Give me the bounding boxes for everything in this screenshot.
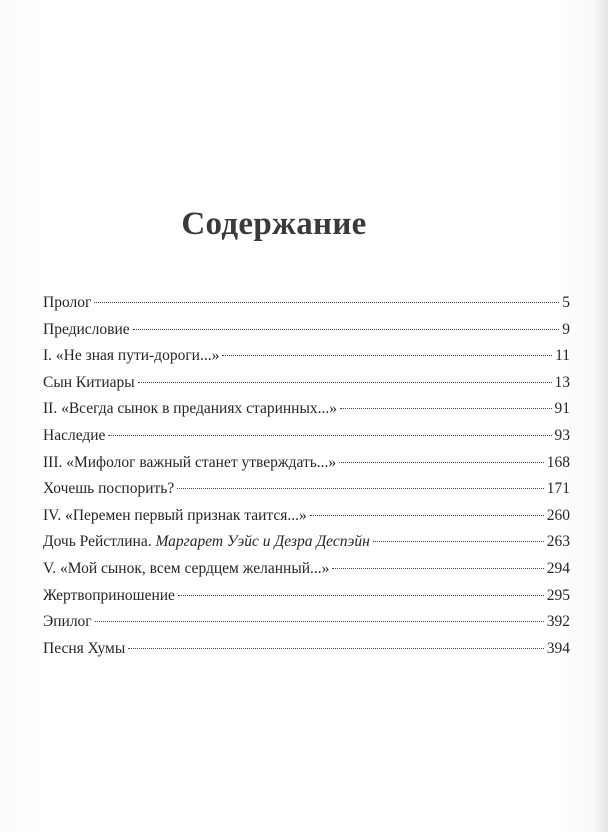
toc-dot-leader bbox=[138, 382, 552, 383]
toc-entry-page: 392 bbox=[546, 613, 570, 631]
toc-dot-leader bbox=[332, 568, 543, 569]
toc-entry bbox=[43, 636, 570, 663]
toc-entry bbox=[43, 423, 570, 450]
page-edge-shadow bbox=[594, 0, 608, 832]
toc-dot-leader bbox=[94, 302, 559, 303]
toc-dot-leader bbox=[339, 462, 544, 463]
toc-entry-title: III. «Мифолог важный станет утверждать...» bbox=[43, 453, 337, 471]
toc-dot-leader bbox=[310, 515, 544, 516]
toc-entry bbox=[43, 556, 570, 583]
toc-entry-page: 5 bbox=[562, 294, 570, 311]
toc-entry bbox=[43, 290, 570, 317]
toc-dot-leader bbox=[95, 621, 544, 622]
toc-entry-page: 13 bbox=[554, 373, 570, 391]
toc-entry bbox=[43, 396, 570, 423]
toc-entry-title: IV. «Перемен первый признак таится...» bbox=[43, 506, 307, 524]
toc-entry-page: 93 bbox=[554, 426, 570, 444]
toc-entry-title: Эпилог bbox=[43, 613, 92, 631]
toc-dot-leader bbox=[340, 408, 551, 409]
toc-entry bbox=[43, 343, 570, 370]
toc-dot-leader bbox=[108, 435, 551, 436]
toc-entry-page: 260 bbox=[546, 506, 570, 524]
toc-entry bbox=[43, 583, 570, 610]
toc-entry-title: Жертвоприношение bbox=[43, 586, 175, 604]
page-title: Содержание bbox=[181, 206, 367, 242]
toc-entry-title: V. «Мой сынок, всем сердцем желанный...» bbox=[43, 559, 330, 577]
toc-dot-leader bbox=[373, 541, 544, 542]
toc-entry bbox=[43, 609, 570, 636]
toc-entry bbox=[43, 317, 570, 344]
toc-entry-title: Пролог bbox=[43, 294, 92, 311]
toc-entry bbox=[43, 476, 570, 503]
toc-entry-title: II. «Всегда сынок в преданиях старинных...» bbox=[43, 400, 338, 418]
toc-entry-page: 263 bbox=[546, 533, 570, 551]
toc-entry bbox=[43, 450, 570, 477]
toc-entry-page: 11 bbox=[555, 347, 570, 365]
toc-entry-page: 295 bbox=[546, 586, 570, 604]
toc-entry-page: 171 bbox=[546, 480, 570, 498]
toc-entry bbox=[43, 370, 570, 397]
toc-entry-title: Хочешь поспорить? bbox=[43, 480, 175, 498]
toc-dot-leader bbox=[128, 648, 544, 649]
toc-entry-title: Песня Хумы bbox=[43, 639, 126, 657]
toc-entry-page: 294 bbox=[546, 559, 570, 577]
toc-entry-title: Дочь Рейстлина. Маргарет Уэйс и Дезра Деспэйн bbox=[43, 533, 370, 551]
toc-dot-leader bbox=[222, 355, 552, 356]
toc-entry-page: 91 bbox=[554, 400, 570, 418]
toc-entry-page: 9 bbox=[562, 320, 570, 338]
toc-entry bbox=[43, 529, 570, 556]
toc-entry bbox=[43, 503, 570, 530]
toc-entry-page: 394 bbox=[546, 639, 570, 657]
table-of-contents bbox=[43, 290, 570, 662]
toc-dot-leader bbox=[133, 329, 560, 330]
toc-dot-leader bbox=[178, 595, 544, 596]
toc-entry-title: Предисловие bbox=[43, 320, 130, 338]
toc-entry-title: Наследие bbox=[43, 426, 106, 444]
toc-entry-page: 168 bbox=[546, 453, 570, 471]
toc-entry-title: I. «Не зная пути-дороги...» bbox=[43, 347, 220, 365]
toc-dot-leader bbox=[177, 488, 544, 489]
toc-entry-authors: Маргарет Уэйс и Дезра Деспэйн bbox=[155, 533, 370, 551]
toc-entry-title: Сын Китиары bbox=[43, 373, 135, 391]
